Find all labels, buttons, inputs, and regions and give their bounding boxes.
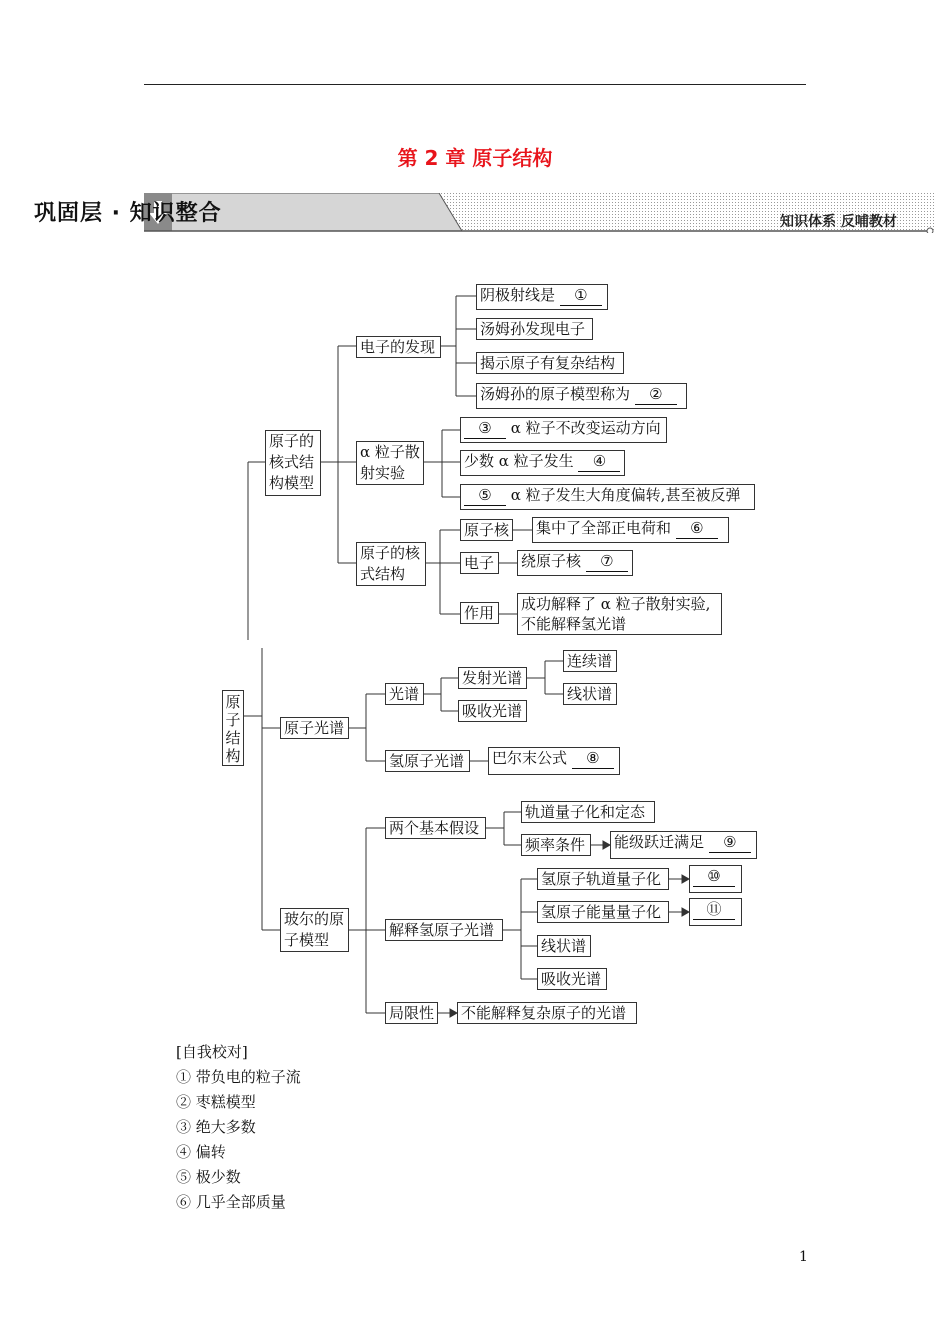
node-line: 线状谱 — [563, 683, 617, 705]
blank-1: ① — [560, 285, 602, 306]
node-orbit-quant: 轨道量子化和定态 — [521, 801, 655, 823]
node-spectrum: 光谱 — [385, 683, 424, 705]
node-complex-structure: 揭示原子有复杂结构 — [476, 352, 624, 374]
answer-item: ⑤ 极少数 — [176, 1168, 241, 1186]
node-hydrogen-spectrum: 氢原子光谱 — [385, 750, 470, 772]
answer-item: ④ 偏转 — [176, 1143, 226, 1161]
node-emission: 发射光谱 — [458, 667, 527, 689]
answer-item: ① 带负电的粒子流 — [176, 1068, 301, 1086]
node-nuclear-structure: 原子的核式结构 — [356, 542, 426, 586]
node-line-spectrum: 线状谱 — [537, 935, 591, 957]
blank-9: ⑨ — [709, 832, 751, 853]
node-alpha-result-1: ③ α 粒子不改变运动方向 — [460, 417, 667, 443]
node-h-energy: 氢原子能量量子化 — [537, 901, 669, 923]
node-h-orbit: 氢原子轨道量子化 — [537, 868, 669, 890]
blank-10: ⑩ — [693, 866, 735, 887]
node-spectrum-main: 原子光谱 — [280, 717, 349, 739]
node-balmer: 巴尔末公式 ⑧ — [488, 747, 620, 775]
node-blank-10 — [689, 865, 742, 893]
node-freq-condition: 频率条件 — [521, 834, 591, 856]
answer-item: ⑥ 几乎全部质量 — [176, 1193, 286, 1211]
node-blank-11 — [689, 898, 742, 926]
node-function: 作用 — [460, 602, 499, 624]
banner-title: 巩固层 · 知识整合 — [34, 201, 222, 226]
blank-8: ⑧ — [572, 748, 614, 769]
node-nucleus-model: 原子的核式结构模型 — [265, 430, 321, 496]
blank-3: ③ — [464, 418, 506, 439]
node-alpha-experiment: α 粒子散射实验 — [356, 441, 424, 485]
page-number: 1 — [799, 1249, 808, 1265]
node-alpha-result-2: 少数 α 粒子发生 ④ — [460, 450, 625, 476]
node-alpha-result-3: ⑤ α 粒子发生大角度偏转,甚至被反弹 — [460, 484, 755, 510]
blank-11: ⑪ — [693, 899, 735, 920]
node-absorption: 吸收光谱 — [458, 700, 527, 722]
answer-item: ③ 绝大多数 — [176, 1118, 256, 1136]
node-absorption-spectrum: 吸收光谱 — [537, 968, 607, 990]
banner-subtitle: 知识体系 反哺教材 — [780, 214, 897, 230]
node-bohr-model: 玻尔的原子模型 — [280, 908, 349, 952]
node-function-desc: 成功解释了 α 粒子散射实验, 不能解释氢光谱 — [517, 593, 722, 635]
blank-6: ⑥ — [676, 518, 718, 539]
node-nucleus: 原子核 — [460, 519, 513, 541]
node-electron: 电子 — [460, 552, 499, 574]
blank-7: ⑦ — [586, 551, 628, 572]
blank-4: ④ — [578, 451, 620, 472]
root-node: 原子结构 — [222, 690, 244, 766]
node-limitation-desc: 不能解释复杂原子的光谱 — [457, 1002, 637, 1024]
blank-2: ② — [635, 384, 677, 405]
node-explain-hydrogen: 解释氢原子光谱 — [385, 919, 503, 941]
self-check — [176, 1040, 301, 1215]
node-limitation: 局限性 — [385, 1002, 438, 1024]
node-thomson-discovery: 汤姆孙发现电子 — [476, 318, 593, 340]
answer-item: ② 枣糕模型 — [176, 1093, 256, 1111]
node-continuous: 连续谱 — [563, 650, 617, 672]
node-thomson-model: 汤姆孙的原子模型称为 ② — [476, 383, 687, 409]
blank-5: ⑤ — [464, 485, 506, 506]
self-check-title: [自我校对] — [176, 1043, 248, 1061]
node-nucleus-desc: 集中了全部正电荷和 ⑥ — [532, 517, 729, 543]
node-electron-discovery: 电子的发现 — [356, 336, 441, 358]
node-energy-jump: 能级跃迁满足 ⑨ — [610, 831, 757, 859]
node-two-assumptions: 两个基本假设 — [385, 817, 486, 839]
chapter-title: 第 2 章 原子结构 — [397, 146, 553, 170]
node-electron-desc: 绕原子核 ⑦ — [517, 550, 633, 576]
node-cathode-ray: 阴极射线是 ① — [476, 284, 608, 310]
